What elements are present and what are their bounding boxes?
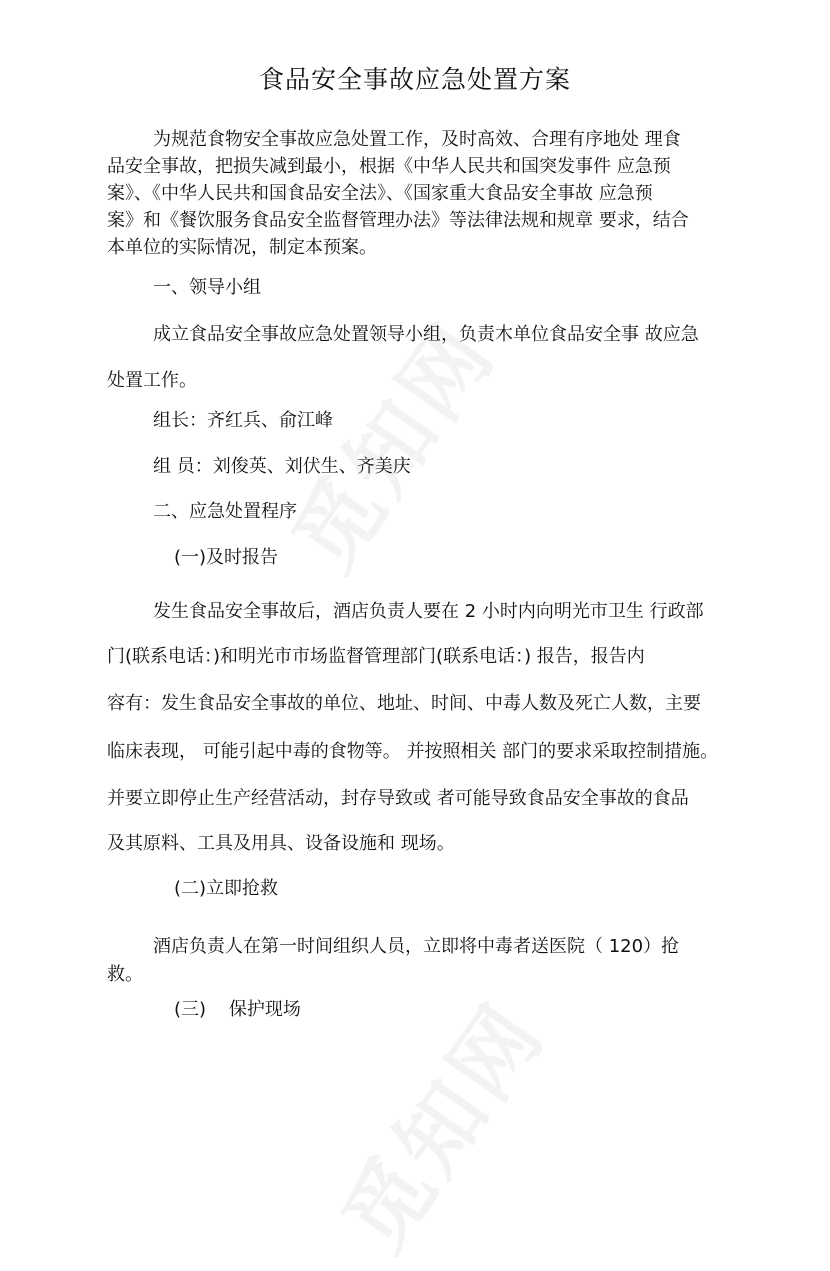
sub1-text-line-2: 门(联系电话：)和明光市市场监督管理部门(联系电话：) 报告，报告内 <box>107 646 645 667</box>
intro-line-3: 案》、《中华人民共和国食品安全法》、《国家重大食品安全事故 应急预 <box>107 183 653 204</box>
sub1-text-line-6: 及其原料、工具及用具、设备设施和 现场。 <box>107 833 455 854</box>
watermark-bottom <box>308 973 568 1270</box>
sub2-text-line-1: 酒店负责人在第一时间组织人员，立即将中毒者送医院（ 120）抢 <box>153 936 680 957</box>
section1-text-line-2: 处置工作。 <box>107 370 197 391</box>
section1-heading: 一、领导小组 <box>153 277 261 298</box>
sub1-text-line-4: 临床表现， 可能引起中毒的食物等。 并按照相关 部门的要求采取控制措施。 <box>107 741 719 762</box>
section1-text-line-1: 成立食品安全事故应急处置领导小组，负责木单位食品安全事 故应急 <box>153 324 699 345</box>
section2-heading: 二、应急处置程序 <box>153 501 297 522</box>
intro-line-2: 品安全事故，把损失减到最小，根据《中华人民共和国突发事件 应急预 <box>107 156 671 177</box>
intro-line-5: 本单位的实际情况，制定本预案。 <box>107 237 377 258</box>
intro-line-1: 为规范食物安全事故应急处置工作，及时高效、合理有序地处 理食 <box>153 129 681 150</box>
members-line: 组 员：刘俊英、刘伏生、齐美庆 <box>153 456 411 477</box>
sub3-heading: (三) 保护现场 <box>174 999 301 1020</box>
sub2-heading: (二)立即抢救 <box>174 878 279 899</box>
sub1-text-line-1: 发生食品安全事故后，酒店负责人要在 2 小时内向明光市卫生 行政部 <box>153 601 704 622</box>
sub1-text-line-5: 并要立即停止生产经营活动，封存导致或 者可能导致食品安全事故的食品 <box>107 788 689 809</box>
sub1-heading: (一)及时报告 <box>174 547 279 568</box>
sub1-text-line-3: 容有：发生食品安全事故的单位、地址、时间、中毒人数及死亡人数，主要 <box>107 693 701 714</box>
sub2-text-line-2: 救。 <box>107 964 143 985</box>
leader-line: 组长：齐红兵、俞江峰 <box>153 410 333 431</box>
document-title: 食品安全事故应急处置方案 <box>258 65 571 94</box>
intro-line-4: 案》和《餐饮服务食品安全监督管理办法》等法律法规和规章 要求，结合 <box>107 210 689 231</box>
